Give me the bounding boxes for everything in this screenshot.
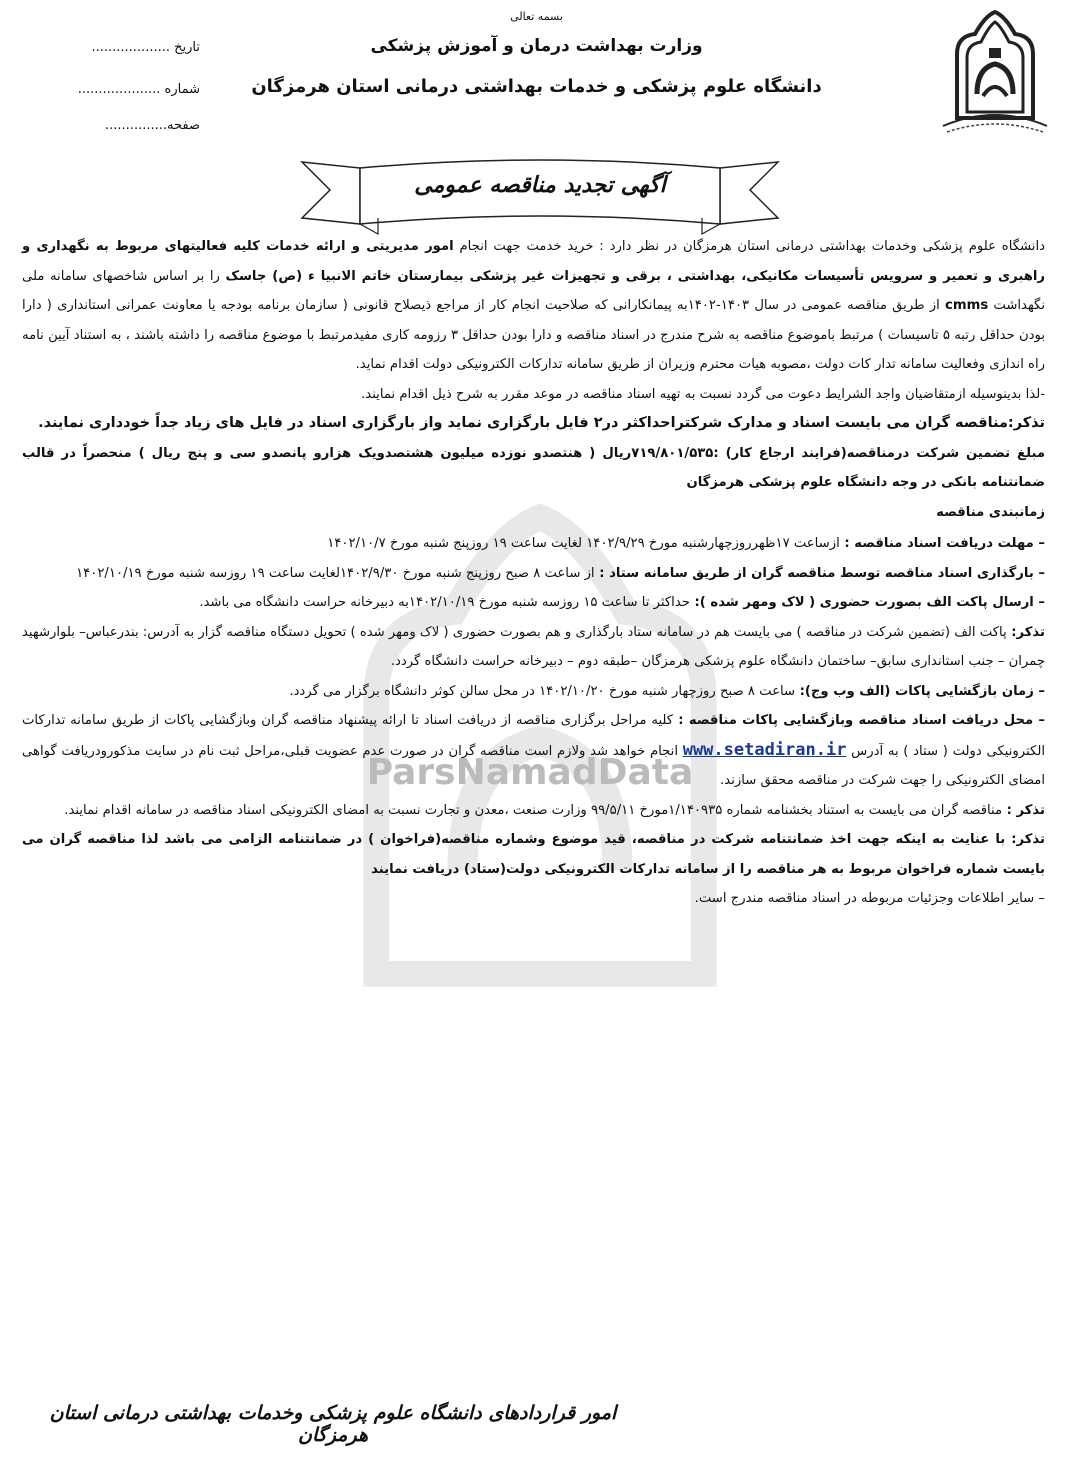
invitation-line: -لذا بدینوسیله ازمتقاضیان واجد الشرایط دعوت می گردد نسبت به تهیه اسناد مناقصه در موعد مقرر به شرح ذیل اقدام نمایند. xyxy=(361,386,1045,402)
university-logo-icon xyxy=(939,8,1051,138)
signature-line: امور قراردادهای دانشگاه علوم پزشکی وخدمات بهداشتی درمانی استان هرمزگان xyxy=(49,1402,617,1446)
setadiran-link[interactable]: www.setadiran.ir xyxy=(682,739,847,760)
intro-paragraph: دانشگاه علوم پزشکی وخدمات بهداشتی درمانی استان هرمزگان در نظر دارد : خرید خدمت جهت انجام امور مدیریتی و ارائه خدمات کلیه فعالیتهای مربوط به نگهداری و راهبری و تعمیر و سرویس تأسیسات مکانیکی، بهداشتی ، برقی و تجهیزات غیر پزشکی بیمارستان خاتم الانبیا ء (ص) جاسک را بر اساس شاخصهای سامانه ملی نگهداشت cmms از طریق مناقصه عمومی در سال ۱۴۰۳-۱۴۰۲به پیمانکارانی که صلاحیت انجام کار از مراجع ذیصلاح قانونی ( سازمان برنامه بودجه یا معاونت عمرانی استانداری ( دارا بودن حداقل رتبه ۵ تاسیسات ) مرتبط باموضوع مناقصه به شرح مندرج در اسناد مناقصه و دارا بودن حداقل ۳ رزومه کاری مفیدمرتبط با موضوع مناقصه را داشته باشند ، به استناد آیین نامه راه اندازی وفعالیت سامانه تدار کات دولت ،مصوبه هیات محترم وزیران از طریق سامانه تدارکات الکترونیکی دولت اقدام نماید. xyxy=(22,239,1045,372)
schedule-opening: – زمان بازگشایی پاکات (الف وب وج): ساعت ۸ صبح روزچهار شنبه مورخ ۱۴۰۲/۱۰/۲۰ در محل سالن کوثر دانشگاه برگزار می گردد. xyxy=(289,683,1045,699)
schedule-heading: زمانبندی مناقصه xyxy=(936,504,1045,520)
schedule-receive: – مهلت دریافت اسناد مناقصه : ازساعت ۱۷ظهرروزچهارشنبه مورخ ۱۴۰۲/۹/۲۹ لغایت ساعت ۱۹ روزپنج شنبه مورخ ۱۴۰۲/۱۰/۷ xyxy=(327,536,1045,551)
schedule-upload: – بارگذاری اسناد مناقصه توسط مناقصه گران از طریق سامانه ستاد : از ساعت ۸ صبح روزپنج شنبه مورخ ۱۴۰۲/۹/۳۰لغایت ساعت ۱۹ روزسه شنبه مورخ ۱۴۰۲/۱۰/۱۹ xyxy=(76,565,1045,581)
notice-title: آگهی تجدید مناقصه عمومی xyxy=(414,172,666,198)
guarantee-amount: مبلغ تضمین شرکت درمناقصه(فرایند ارجاع کار) :۷۱۹/۸۰۱/۵۳۵ریال ( هنتصدو نوزده میلیون هشتصدویک هزارو پانصدو سی و پنج ریال ) منحصراً در قالب ضمانتنامه بانکی در وجه دانشگاه علوم پزشکی هرمزگان xyxy=(22,445,1045,490)
envelope-note: تذکر: پاکت الف (تضمین شرکت در مناقصه ) می بایست هم در سامانه ستاد بارگذاری و هم بصورت حضوری ( لاک ومهر شده ) تحویل دستگاه مناقصه گزار به آدرس: بندرعباس– بلوارشهید چمران – جنب استانداری سابق– ساختمان دانشگاه علوم پزشکی هرمزگان –طبقه دوم – دبیرخانه حراست دانشگاه گردد. xyxy=(22,624,1045,669)
watermark-text: ParsNamadData xyxy=(366,752,694,793)
bank-guarantee-note: تذکر: با عنایت به اینکه جهت اخذ ضمانتنامه شرکت در مناقصه، قید موضوع وشماره مناقصه(فراخوان ) در ضمانتنامه الزامی می باشد لذا مناقصه گران می بایست شماره فراخوان مربوط به هر مناقصه را از سامانه تدارکات الکترونیکی دولت(ستاد) دریافت نمایند xyxy=(22,832,1045,877)
university-title: دانشگاه علوم پزشکی و خدمات بهداشتی درمانی استان هرمزگان xyxy=(251,76,822,97)
schedule-location: – محل دریافت اسناد مناقصه وبازگشایی پاکات مناقصه : کلیه مراحل برگزاری مناقصه از دریافت اسناد تا ارائه پیشنهاد مناقصه گران وبازگشایی پاکات از طریق سامانه تدارکات الکترونیکی دولت ( ستاد ) به آدرس www.setadiran.ir انجام خواهد شد ولازم است مناقصه گران در صورت عدم عضویت قبلی،مراحل ثبت نام در سایت مذکورودریافت گواهی امضای الکترونیکی را جهت شرکت در مناقصه محقق سازند. xyxy=(22,713,1046,788)
number-field: شماره .................... xyxy=(77,82,200,97)
notice-body xyxy=(22,232,1045,914)
other-info: – سایر اطلاعات وجزئیات مربوطه در اسناد مناقصه مندرج است. xyxy=(694,891,1045,906)
page-field: صفحه............... xyxy=(105,118,200,133)
signature-note: تذکر : مناقصه گران می بایست به استناد بخشنامه شماره ۱/۱۴۰۹۳۵مورخ ۹۹/۵/۱۱ وزارت صنعت ،معدن و تجارت نسبت به امضای الکترونیکی اسناد مناقصه در سامانه اقدام نمایند. xyxy=(64,802,1045,818)
date-field: تاریخ ................... xyxy=(91,40,200,55)
ministry-title: وزارت بهداشت درمان و آموزش پزشکی xyxy=(370,36,703,56)
bismillah-text: بسمه تعالی xyxy=(510,10,563,23)
schedule-envelope: – ارسال پاکت الف بصورت حضوری ( لاک ومهر شده ): حداکثر تا ساعت ۱۵ روزسه شنبه مورخ ۱۴۰۲/۱۰/۱۹به دبیرخانه حراست دانشگاه می باشد. xyxy=(199,595,1045,610)
upload-note: تذکر:مناقصه گران می بایست اسناد و مدارک شرکتراحداکثر در۲ فایل بارگزاری نماید واز بارگزاری اسناد در فایل های زیاد جداً خودداری نمایند. xyxy=(38,415,1045,431)
